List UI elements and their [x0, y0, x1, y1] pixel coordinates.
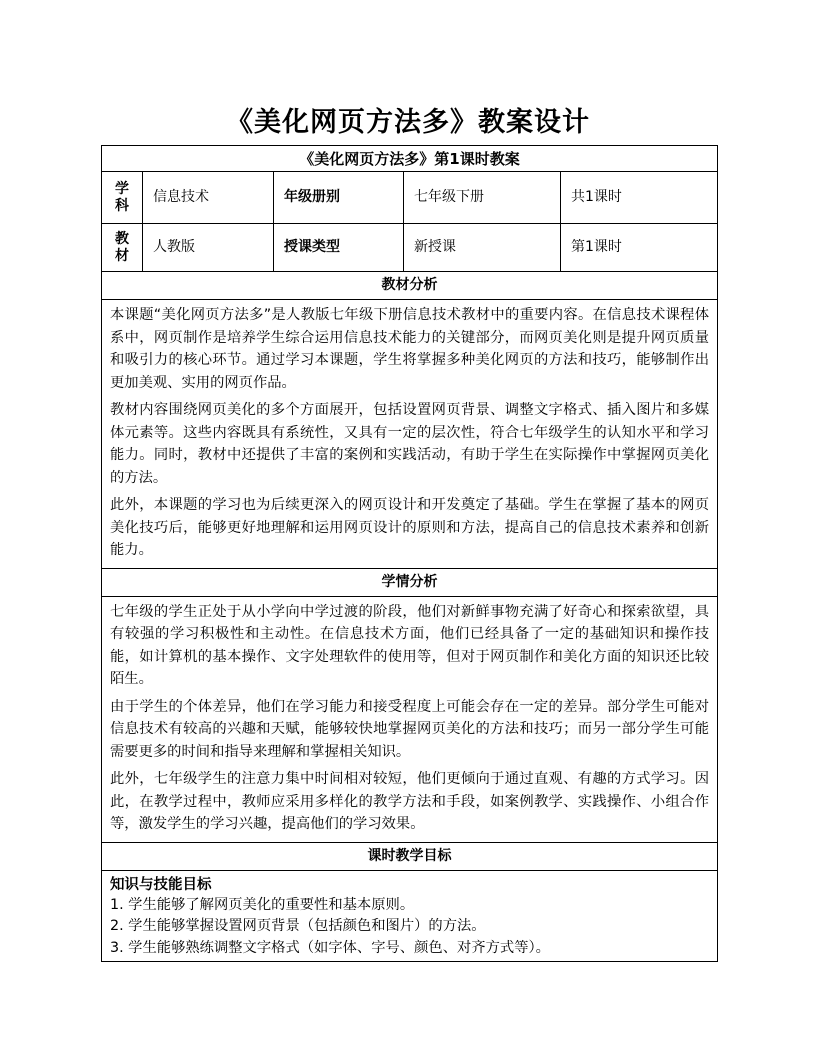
grade-label: 年级册别	[274, 172, 404, 224]
lesson-number-value: 第1课时	[561, 224, 718, 272]
textbook-analysis-paragraph: 教材内容围绕网页美化的多个方面展开，包括设置网页背景、调整文字格式、插入图片和多媒体元素等。这些内容既具有系统性，又具有一定的层次性，符合七年级学生的认知水平和学习能力。同时，教材中还提供了丰富的案例和实践活动，有助于学生在实际操作中掌握网页美化的方法。	[110, 402, 710, 486]
textbook-analysis-heading-row	[102, 272, 718, 300]
grade-value: 七年级下册	[404, 172, 561, 224]
student-analysis-paragraph: 七年级的学生正处于从小学向中学过渡的阶段，他们对新鲜事物充满了好奇心和探索欲望，具有较强的学习积极性和主动性。在信息技术方面，他们已经具备了一定的基础知识和操作技能，如计算机的基本操作、文字处理软件的使用等，但对于网页制作和美化方面的知识还比较陌生。	[110, 603, 710, 687]
lesson-type-label: 授课类型	[274, 224, 404, 272]
textbook-label: 教 材	[102, 224, 143, 272]
objectives-heading-row	[102, 842, 718, 870]
objectives-body-row	[102, 870, 718, 962]
subject-label: 学 科	[102, 172, 143, 224]
student-analysis-paragraph: 此外，七年级学生的注意力集中时间相对较短，他们更倾向于通过直观、有趣的方式学习。因此，在教学过程中，教师应采用多样化的教学方法和手段，如案例教学、实践操作、小组合作等，激发学生的学习兴趣，提高他们的学习效果。	[110, 771, 710, 832]
objective-item: 3. 学生能够熟练调整文字格式（如字体、字号、颜色、对齐方式等）。	[110, 939, 550, 956]
table-title-row	[102, 146, 718, 172]
lesson-plan-table	[101, 145, 718, 962]
info-row-subject	[102, 172, 718, 224]
student-analysis-heading: 学情分析	[102, 568, 718, 596]
textbook-analysis-paragraph: 此外，本课题的学习也为后续更深入的网页设计和开发奠定了基础。学生在掌握了基本的网页美化技巧后，能够更好地理解和运用网页设计的原则和方法，提高自己的信息技术素养和创新能力。	[110, 497, 710, 558]
objectives-subheading: 知识与技能目标	[110, 876, 212, 893]
subject-value: 信息技术	[143, 172, 274, 224]
page-title: 《美化网页方法多》教案设计	[226, 107, 590, 138]
objectives-body	[102, 870, 718, 962]
objectives-heading: 课时教学目标	[102, 842, 718, 870]
objective-item: 1. 学生能够了解网页美化的重要性和基本原则。	[110, 896, 415, 913]
textbook-analysis-body-row	[102, 300, 718, 569]
student-analysis-heading-row	[102, 568, 718, 596]
textbook-analysis-paragraph: 本课题“美化网页方法多”是人教版七年级下册信息技术教材中的重要内容。在信息技术课程体系中，网页制作是培养学生综合运用信息技术能力的关键部分，而网页美化则是提升网页质量和吸引力的核心环节。通过学习本课题，学生将掌握多种美化网页的方法和技巧，能够制作出更加美观、实用的网页作品。	[110, 307, 710, 391]
student-analysis-paragraph: 由于学生的个体差异，他们在学习能力和接受程度上可能会存在一定的差异。部分学生可能对信息技术有较高的兴趣和天赋，能够较快地掌握网页美化的方法和技巧；而另一部分学生可能需要更多的时间和指导来理解和掌握相关知识。	[110, 698, 710, 760]
textbook-value: 人教版	[143, 224, 274, 272]
textbook-analysis-heading: 教材分析	[102, 272, 718, 300]
student-analysis-body	[102, 596, 718, 842]
info-row-textbook	[102, 224, 718, 272]
textbook-analysis-body	[102, 300, 718, 569]
objective-item: 2. 学生能够掌握设置网页背景（包括颜色和图片）的方法。	[110, 918, 486, 934]
student-analysis-body-row	[102, 596, 718, 842]
lesson-type-value: 新授课	[404, 224, 561, 272]
table-title: 《美化网页方法多》第1课时教案	[102, 146, 718, 172]
total-hours-value: 共1课时	[561, 172, 718, 224]
